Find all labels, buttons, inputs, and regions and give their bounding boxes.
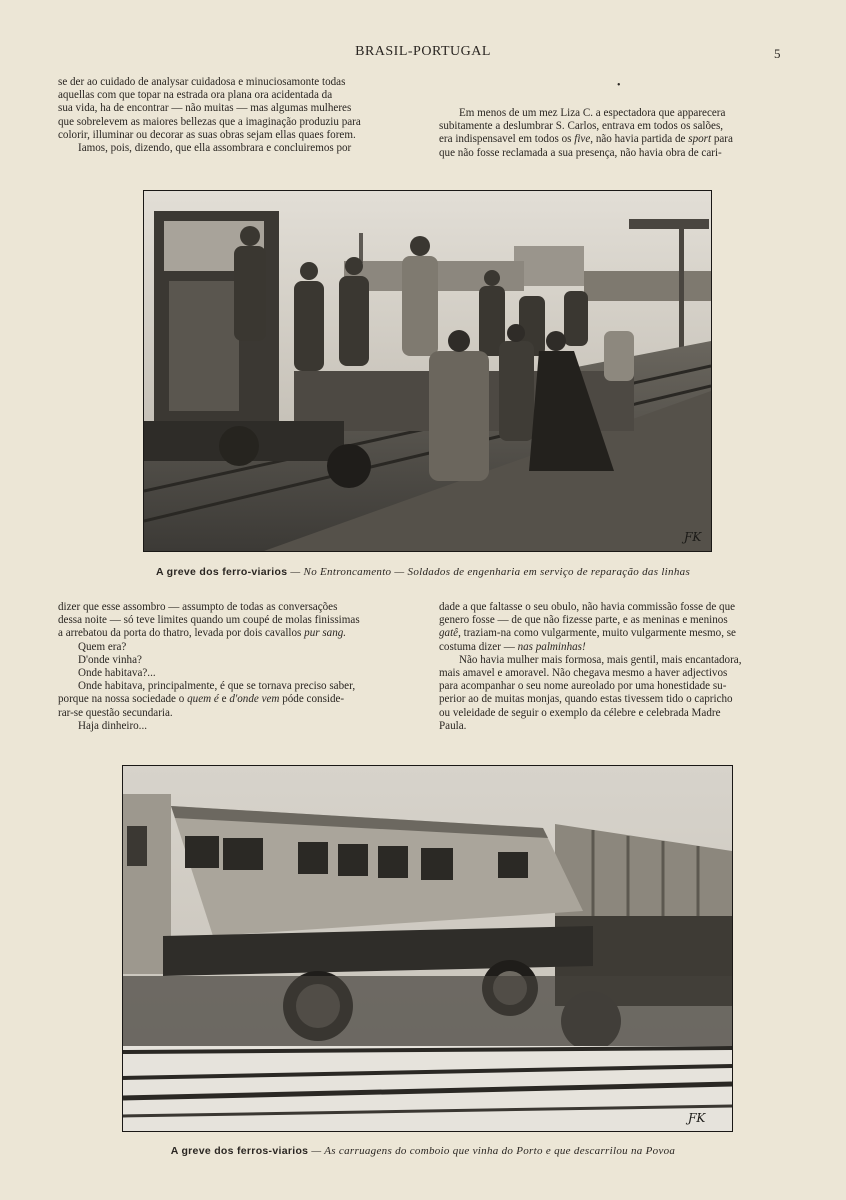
photo-derailed-carriages-image (123, 766, 732, 1131)
text-span: , não havia partida de (590, 133, 689, 146)
text-line (58, 693, 417, 706)
italic-word: sport (688, 133, 712, 146)
text-line: que não fosse reclamada a sua presença, não havia obra de cari- (439, 146, 722, 159)
text-span: e (218, 693, 230, 706)
photographer-mark: ƑK (684, 530, 702, 544)
text-span: para (711, 133, 733, 146)
caption-description: — No Entroncamento — Soldados de engenharia em serviço de reparação das linhas (287, 566, 691, 578)
text-line (439, 641, 798, 654)
text-line (439, 133, 796, 146)
text-span: , traziam-na como vulgarmente, muito vulgarmente mesmo, se (458, 627, 736, 640)
italic-word: pur sang. (304, 627, 347, 640)
text-line: dizer que esse assombro — assumpto de todas as conversações (58, 601, 338, 613)
text-line: D'onde vinha? (78, 653, 142, 666)
text-line (58, 627, 417, 640)
text-line: mais amavel e amoravel. Não chegava mesmo a haver adjectivos (439, 667, 728, 680)
text-line: ou veleidade de seguir o exemplo da célebre e celebrada Madre (439, 706, 721, 719)
text-line: Onde habitava, principalmente, é que se tornava preciso saber, (78, 680, 356, 693)
text-line: rar-se questão secundaria. (58, 706, 173, 719)
text-line: colorir, illuminar ou decorar as suas obras sejam ellas quaes forem. (58, 128, 356, 141)
text-span: era indispensavel em todos os (439, 133, 575, 146)
text-line: Não havia mulher mais formosa, mais gentil, mais encantadora, (459, 653, 742, 666)
text-span: costuma dizer — (439, 640, 518, 653)
photo-railway-soldiers (143, 190, 712, 552)
caption-description: — As carruagens do comboio que vinha do Porto e que descarrilou na Povoa (308, 1145, 676, 1157)
text-line: dade a que faltasse o seu obulo, não havia commissão fosse de que (439, 601, 736, 613)
text-line: Quem era? (78, 640, 127, 653)
article-column-top-left (58, 76, 417, 155)
text-line: subitamente a deslumbrar S. Carlos, entrava em todos os salões, (439, 120, 724, 133)
text-line: dessa noite — só teve limites quando um coupé de molas finissimas (58, 614, 360, 627)
photo-derailed-carriages (122, 765, 733, 1132)
page-header-title: BRASIL-PORTUGAL (355, 44, 491, 59)
text-line: perior ao de muitas monjas, quando estas tivessem tido o capricho (439, 693, 733, 706)
text-line: genero fosse — de que não fizesse parte, e as meninas e meninos (439, 614, 728, 627)
italic-word: nas palminhas! (517, 640, 586, 653)
text-line: aquellas com que topar na estrada ora plana ora acidentada da (58, 89, 333, 102)
photo-caption-2 (0, 1145, 846, 1157)
text-line: Onde habitava?... (78, 667, 156, 680)
text-line: se der ao cuidado de analysar cuidadosa e minuciosamonte todas (58, 76, 346, 88)
text-line: Paula. (439, 719, 467, 732)
article-column-top-right (439, 107, 796, 160)
article-column-middle-right (439, 601, 798, 733)
photo-railway-soldiers-image (144, 191, 711, 551)
italic-word: d'onde vem (229, 693, 280, 706)
italic-word: quem é (187, 693, 219, 706)
photo-caption-1 (0, 566, 846, 578)
text-span: a arrebatou da porta do thatro, levada por dois cavallos (58, 627, 305, 640)
text-line: sua vida, ha de encontrar — não muitas — mas algumas mulheres (58, 102, 352, 115)
text-line: que sobrelevem as maiores bellezas que a imaginação produziu para (58, 115, 361, 128)
text-line: Em menos de um mez Liza C. a espectadora que apparecera (459, 107, 726, 119)
text-line: Iamos, pois, dizendo, que ella assombrara e concluiremos por (78, 142, 352, 155)
italic-word: five (574, 133, 591, 146)
text-span: porque na nossa sociedade o (58, 693, 188, 706)
ornament-dot: • (617, 80, 621, 91)
text-line (439, 627, 798, 640)
page-number: 5 (774, 46, 781, 61)
text-span: póde conside- (279, 693, 345, 706)
text-line: Haja dinheiro... (78, 719, 148, 732)
photographer-mark: ƑK (688, 1111, 706, 1125)
italic-word: gatê (439, 627, 459, 640)
caption-title: A greve dos ferro-viarios (155, 566, 288, 578)
article-column-middle-left (58, 601, 417, 733)
caption-title: A greve dos ferros-viarios (170, 1145, 309, 1157)
text-line: para acompanhar o seu nome aureolado por uma honestidade su- (439, 680, 727, 693)
